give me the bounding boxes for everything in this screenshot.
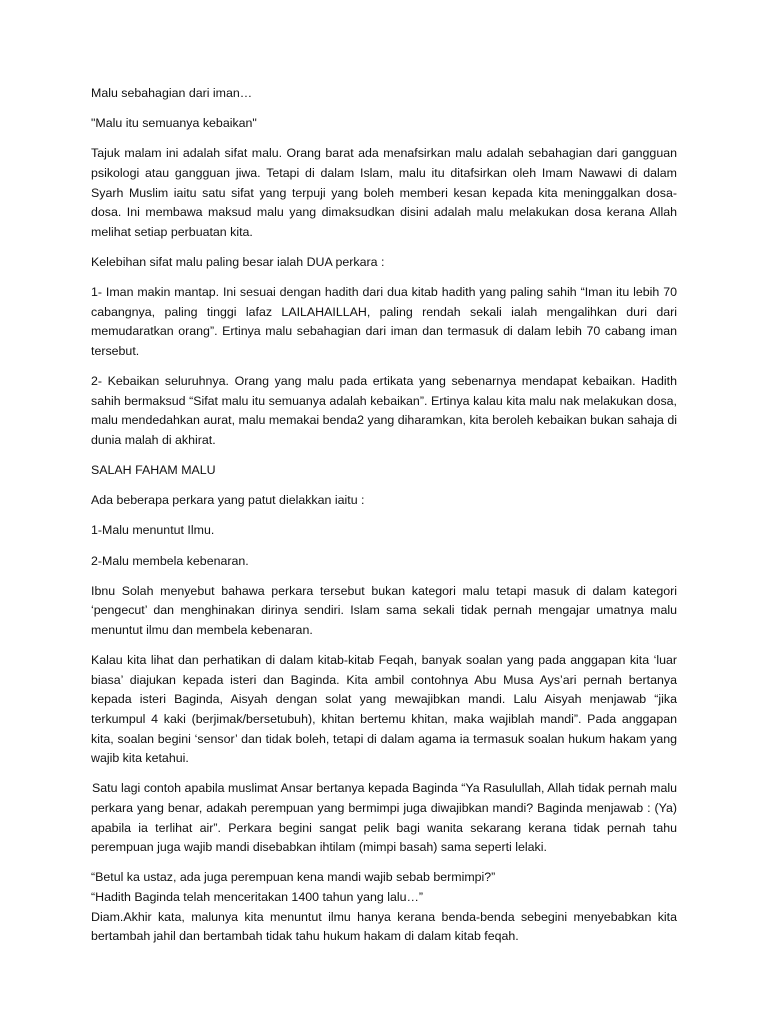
paragraph-conclusion: Diam.Akhir kata, malunya kita menuntut ilmu hanya kerana benda-benda sebegini menyebabkan kita bertambah jahil dan bertambah tidak tahu hukum hakam di dalam kitab feqah. [91, 909, 677, 944]
list-item-malu-ilmu: 1-Malu menuntut Ilmu. [91, 523, 215, 538]
paragraph-point-2: 2- Kebaikan seluruhnya. Orang yang malu pada ertikata yang sebenarnya mendapat kebaikan. Hadith sahih bermaksud “Sifat malu itu semuanya adalah kebaikan”. Ertinya kalau kita malu nak melakukan dosa, malu mendedahkan aurat, malu memakai benda2 yang diharamkan, kita beroleh kebaikan bukan sahaja di dunia malah di akhirat. [91, 374, 677, 447]
paragraph-perkara-dielakkan: Ada beberapa perkara yang patut dielakkan iaitu : [91, 493, 365, 508]
list-item-malu-kebenaran: 2-Malu membela kebenaran. [91, 553, 249, 568]
paragraph-intro: Tajuk malam ini adalah sifat malu. Orang barat ada menafsirkan malu adalah sebahagian dari gangguan psikologi atau gangguan jiwa. Tetapi di dalam Islam, malu itu ditafsirkan oleh Imam Nawawi di dalam Syarh Muslim iaitu satu sifat yang terpuji yang boleh memberi kesan kepada kita meninggalkan dosa-dosa. Ini membawa maksud malu yang dimaksudkan disini adalah malu melakukan dosa kerana Allah melihat setiap perbuatan kita. [91, 146, 677, 239]
dialogue-line-1: “Betul ka ustaz, ada juga perempuan kena mandi wajib sebab bermimpi?” [91, 870, 496, 885]
section-heading-salah-faham: SALAH FAHAM MALU [91, 463, 216, 478]
paragraph-quote: "Malu itu semuanya kebaikan" [91, 116, 257, 131]
paragraph-kitab-feqah: Kalau kita lihat dan perhatikan di dalam kitab-kitab Feqah, banyak soalan yang pada anggapan kita ‘luar biasa’ diajukan kepada isteri dan Baginda. Kita ambil contohnya Abu Musa Ays’ari pernah bertanya kepada isteri Baginda, Aisyah dengan solat yang mewajibkan mandi. Lalu Aisyah menjawab “jika terkumpul 4 kaki (berjimak/bersetubuh), khitan bertemu khitan, maka wajiblah mandi”. Pada anggapan kita, soalan begini ‘sensor’ dan tidak boleh, tetapi di dalam agama ia termasuk soalan hukum hakam yang wajib kita ketahui. [91, 653, 677, 766]
paragraph-ibnu-solah: Ibnu Solah menyebut bahawa perkara tersebut bukan kategori malu tetapi masuk di dalam kategori ‘pengecut’ dan menghinakan dirinya sendiri. Islam sama sekali tidak pernah mengajar umatnya malu menuntut ilmu dan membela kebenaran. [91, 583, 677, 637]
document-body [91, 84, 677, 947]
dialogue-line-2: “Hadith Baginda telah menceritakan 1400 tahun yang lalu…” [91, 889, 424, 904]
paragraph-title: Malu sebahagian dari iman… [91, 86, 253, 100]
paragraph-point-1: 1- Iman makin mantap. Ini sesuai dengan hadith dari dua kitab hadith yang paling sahih “Iman itu lebih 70 cabangnya, paling tinggi lafaz LAILAHAILLAH, paling rendah sekali ialah mengalihkan duri dari memudaratkan orang”. Ertinya malu sebahagian dari iman dan termasuk di dalam lebih 70 cabang iman tersebut. [91, 285, 677, 358]
paragraph-kelebihan-heading: Kelebihan sifat malu paling besar ialah DUA perkara : [91, 254, 385, 269]
paragraph-muslimat-ansar: Satu lagi contoh apabila muslimat Ansar bertanya kepada Baginda “Ya Rasulullah, Allah tidak pernah malu perkara yang benar, adakah perempuan yang bermimpi juga diwajibkan mandi? Baginda menjawab : (Ya) apabila ia terlihat air”. Perkara begini sangat pelik bagi wanita sekarang kerana tidak pernah tahu perempuan juga wajib mandi disebabkan ihtilam (mimpi basah) sama seperti lelaki. [91, 781, 677, 855]
